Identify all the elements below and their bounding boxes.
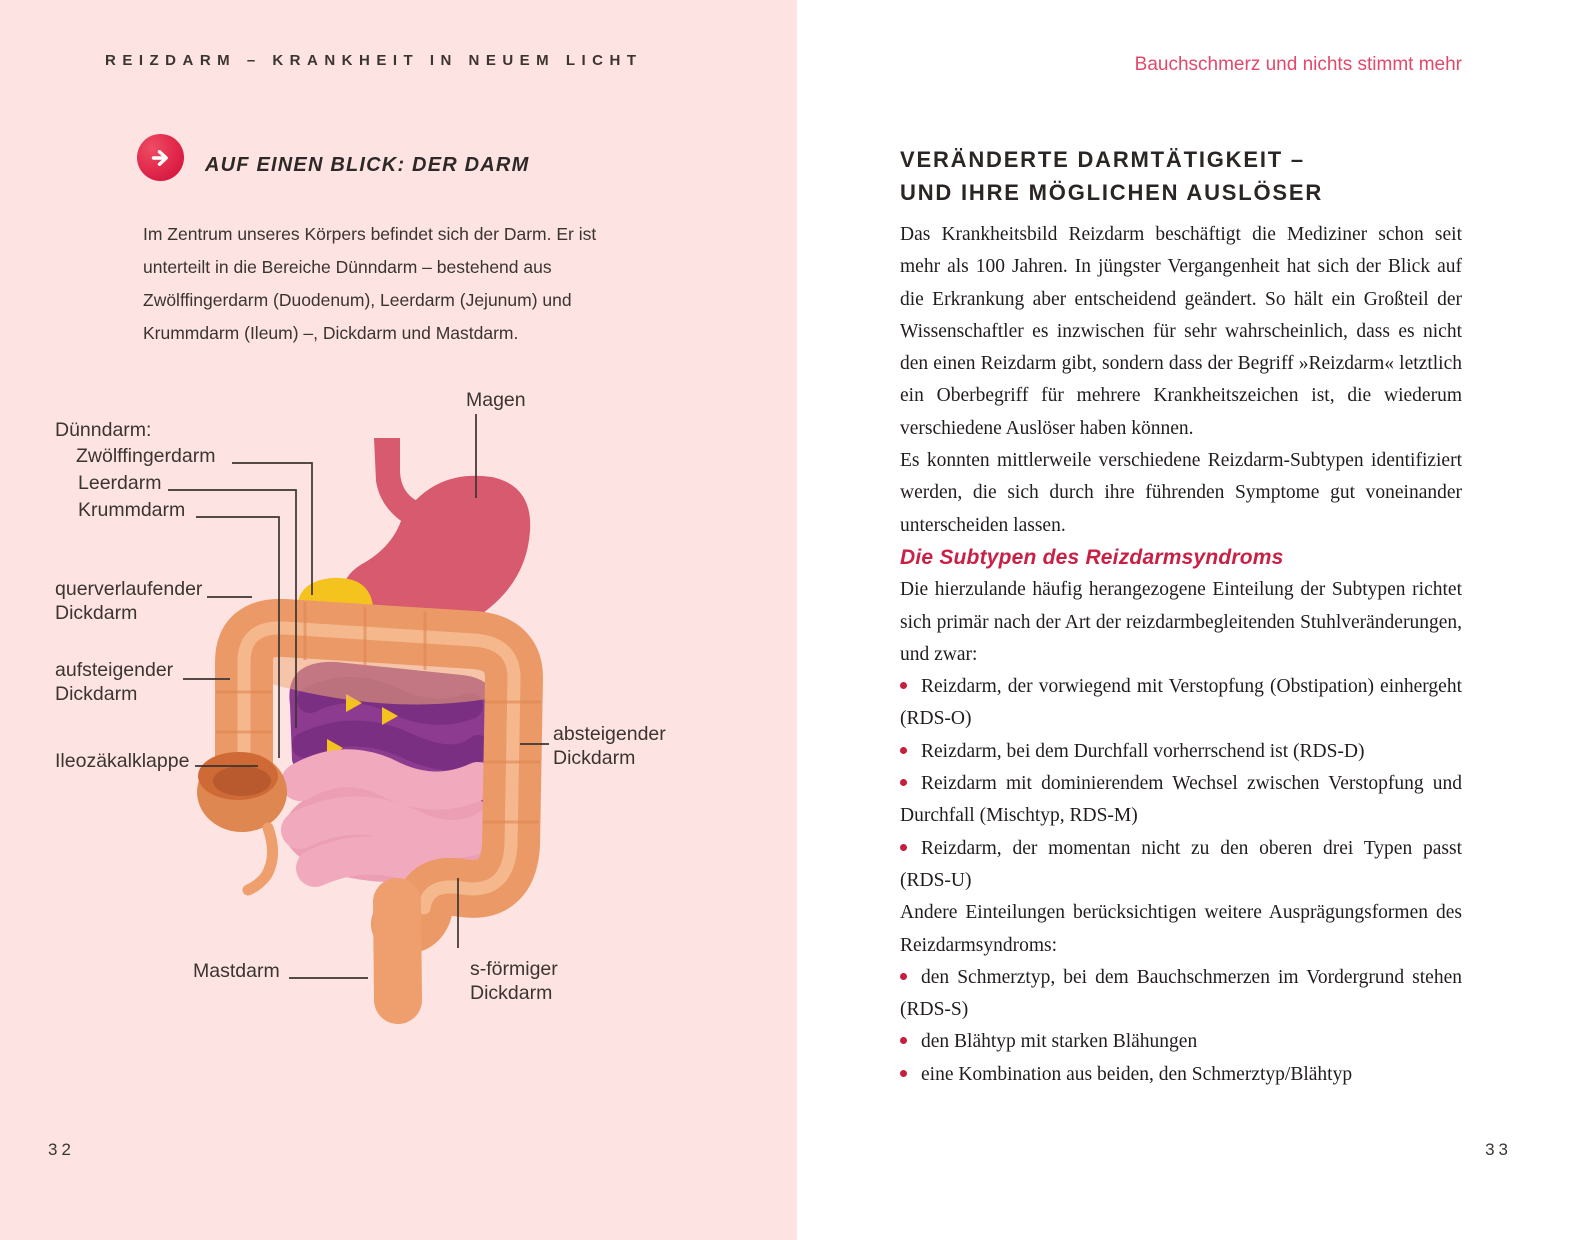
bullet-text: Reizdarm, der momentan nicht zu den oberen drei Typen passt (RDS-U)	[900, 837, 1462, 891]
label-absteigender-2: Dickdarm	[553, 747, 636, 769]
list-item	[900, 1059, 1462, 1091]
label-zwoelffingerdarm: Zwölffingerdarm	[76, 445, 216, 467]
label-duenndarm: Dünndarm:	[55, 419, 152, 441]
bullet-dot-icon	[900, 1070, 907, 1077]
list-item	[900, 736, 1462, 768]
section-title	[900, 143, 1462, 209]
label-absteigender-1: absteigender	[553, 723, 666, 745]
paragraph: Die hierzulande häufig herangezogene Einteilung der Subtypen richtet sich primär nach der Art der reizdarmbegleitenden Stuhlveränderungen, und zwar:	[900, 579, 1462, 665]
callout-title: AUF EINEN BLICK: DER DARM	[205, 154, 530, 176]
list-item	[900, 768, 1462, 833]
bullet-dot-icon	[900, 682, 907, 689]
bullet-text: den Blähtyp mit starken Blähungen	[921, 1031, 1198, 1053]
bullet-dot-icon	[900, 973, 907, 980]
bullet-text: Reizdarm mit dominierendem Wechsel zwischen Verstopfung und Durchfall (Mischtyp, RDS-M)	[900, 773, 1462, 827]
running-head-right: Bauchschmerz und nichts stimmt mehr	[1134, 54, 1462, 75]
bullet-dot-icon	[900, 1037, 907, 1044]
label-sfoermiger-1: s-förmiger	[470, 958, 558, 980]
list-item	[900, 833, 1462, 898]
page-number-left: 32	[48, 1140, 75, 1159]
section-title-line-2: UND IHRE MÖGLICHEN AUSLÖSER	[900, 180, 1324, 205]
bullet-text: Reizdarm, der vorwiegend mit Verstopfung (Obstipation) einhergeht (RDS-O)	[900, 676, 1462, 730]
label-ileozaekalklappe: Ileozäkalklappe	[55, 750, 190, 772]
bullet-text: Reizdarm, bei dem Durchfall vorherrschend ist (RDS-D)	[921, 740, 1365, 762]
subsection-title: Die Subtypen des Reizdarmsyndroms	[900, 545, 1284, 569]
label-querverlaufender-2: Dickdarm	[55, 602, 138, 624]
label-sfoermiger-2: Dickdarm	[470, 982, 553, 1004]
body-copy	[900, 219, 1462, 1091]
running-head-left: REIZDARM – KRANKHEIT IN NEUEM LICHT	[105, 52, 643, 69]
bullet-dot-icon	[900, 747, 907, 754]
cecum-shape	[197, 752, 287, 832]
paragraph: Das Krankheitsbild Reizdarm beschäftigt die Mediziner schon seit mehr als 100 Jahren. In jüngster Vergangenheit hat sich der Blick auf die Erkrankung aber entscheidend geändert. So hält ein Großteil der Wissenschaftler es inzwischen für sehr wahrscheinlich, dass es nicht den einen Reizdarm gibt, sondern dass der Begriff »Reizdarm« letztlich ein Oberbegriff für mehrere Krankheitszeichen ist, die wiederum verschiedene Auslöser haben können.	[900, 224, 1462, 439]
bullet-dot-icon	[900, 779, 907, 786]
paragraph: Es konnten mittlerweile verschiedene Reizdarm-Subtypen identifiziert werden, die sich durch ihre führenden Symptome gut voneinander unterscheiden lassen.	[900, 450, 1462, 536]
label-aufsteigender-2: Dickdarm	[55, 683, 138, 705]
bullet-dot-icon	[900, 844, 907, 851]
bullet-text: eine Kombination aus beiden, den Schmerztyp/Blähtyp	[921, 1063, 1353, 1085]
list-item	[900, 671, 1462, 736]
label-leerdarm: Leerdarm	[78, 472, 162, 494]
label-aufsteigender-1: aufsteigender	[55, 659, 174, 681]
list-item	[900, 962, 1462, 1027]
rectum-shape	[390, 902, 406, 1024]
paragraph: Andere Einteilungen berücksichtigen weitere Ausprägungsformen des Reizdarmsyndroms:	[900, 902, 1462, 956]
bullet-text: den Schmerztyp, bei dem Bauchschmerzen im Vordergrund stehen (RDS-S)	[900, 966, 1462, 1021]
list-item	[900, 1026, 1462, 1058]
appendix-shape	[248, 828, 273, 890]
leader-line-zwoelffingerdarm	[232, 463, 312, 595]
label-querverlaufender-1: querverlaufender	[55, 578, 203, 600]
intro-paragraph: Im Zentrum unseres Körpers befindet sich der Darm. Er ist unterteilt in die Bereiche Dünndarm – bestehend aus Zwölffingerdarm (Duodenum), Leerdarm (Jejunum) und Krummdarm (Ileum) –, Dickdarm und Mastdarm.	[143, 224, 597, 343]
section-title-line-1: VERÄNDERTE DARMTÄTIGKEIT –	[900, 147, 1305, 172]
label-mastdarm: Mastdarm	[193, 960, 280, 982]
page-number-right: 33	[1485, 1140, 1512, 1159]
label-krummdarm: Krummdarm	[78, 499, 186, 521]
label-magen: Magen	[466, 389, 526, 411]
right-book-page	[797, 0, 1594, 1240]
